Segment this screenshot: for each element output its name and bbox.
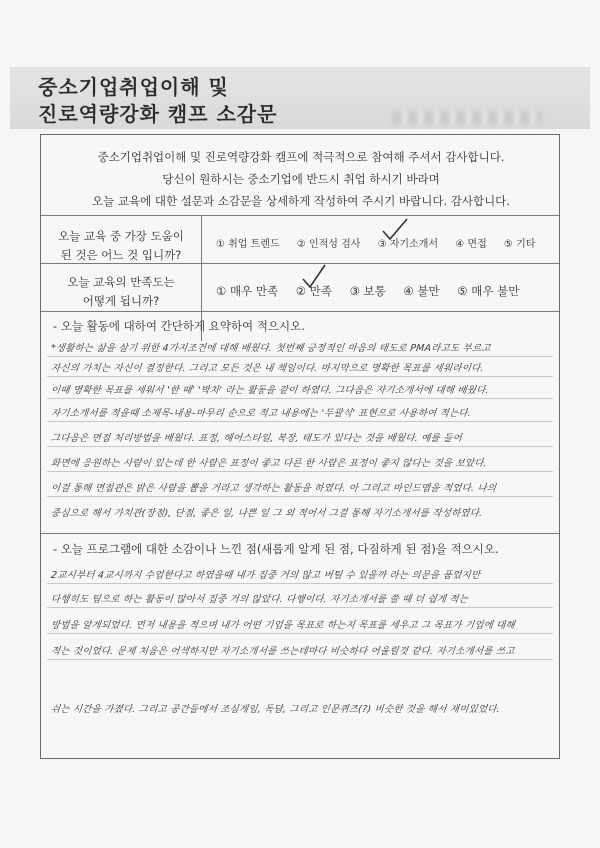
q2-option-2[interactable]: ② 만족 xyxy=(295,284,332,298)
writing-rule xyxy=(47,356,553,357)
q1-option-5[interactable]: ⑤ 기타 xyxy=(503,239,536,250)
q2-option-3[interactable]: ③ 보통 xyxy=(349,284,386,298)
q1-question xyxy=(41,227,201,265)
section2-line2: 다행히도 팀으로 하는 활동이 많아서 집중 거의 않았다. 다행이다. 자기소개서를 쓸 때 더 쉽게 적는 xyxy=(50,594,469,605)
redacted-name xyxy=(392,111,542,125)
writing-rule xyxy=(47,633,553,634)
intro-line1: 중소기업취업이해 및 진로역량강화 캠프에 적극적으로 참여해 주셔서 감사합니다. xyxy=(97,150,505,164)
page-title-line2: 진로역량강화 캠프 소감문 xyxy=(38,102,278,126)
section1-line3: 이때 명확한 목표를 세워서 '한 때' '박차' 라는 활동을 같이 하였다. 그다음은 자기소개서에 대해 배웠다. xyxy=(50,385,490,396)
divider xyxy=(41,215,559,216)
writing-rule xyxy=(47,659,553,660)
intro-line2: 당신이 원하시는 중소기업에 반드시 취업 하시기 바라며 xyxy=(162,172,440,186)
intro-line3: 오늘 교육에 대한 설문과 소감문을 상세하게 작성하여 주시기 바랍니다. 감사합니다. xyxy=(92,194,510,208)
q2-option-1[interactable]: ① 매우 만족 xyxy=(216,284,279,298)
writing-rule xyxy=(47,376,553,377)
writing-rule xyxy=(47,471,553,472)
section2-line3: 방법을 알게되었다. 먼저 내용을 적으며 내가 어떤 기업을 목표로 하는지 목표를 세우고 그 목표가 기업에 대해 xyxy=(50,620,516,631)
writing-rule xyxy=(47,607,553,608)
section2-line1: 2교시부터 4교시까지 수업한다고 하였을때 내가 집중 거의 않고 버틸 수 있을까 라는 의문을 품었지만 xyxy=(50,570,481,581)
writing-rule xyxy=(47,496,553,497)
writing-rule xyxy=(47,583,553,584)
section1-title: - 오늘 활동에 대하여 간단하게 요약하여 적으시오. xyxy=(53,319,305,333)
writing-rule xyxy=(47,421,553,422)
writing-rule xyxy=(47,398,553,399)
divider xyxy=(41,311,559,312)
q1-option-2[interactable]: ② 인적성 검사 xyxy=(296,239,361,250)
q2-option-5[interactable]: ⑤ 매우 불만 xyxy=(457,284,520,298)
q1-option-3[interactable]: ③ 자기소개서 xyxy=(377,239,439,250)
q1-option-1[interactable]: ① 취업 트렌드 xyxy=(216,239,280,250)
q2-question-line1: 오늘 교육의 만족도는 xyxy=(67,275,175,289)
q1-checkmark-icon xyxy=(379,217,409,243)
section1-line5: 그다음은 면접 처리방법을 배웠다. 표정, 헤어스타일, 복장, 태도가 있다는 것을 배웠다. 예를 들어 xyxy=(50,433,463,444)
q1-option-4[interactable]: ④ 면접 xyxy=(455,239,487,250)
section1-line1: *생활하는 삶을 살기 위한 4가지조건에 대해 배웠다. 첫번째 긍정적인 마음의 태도로 PMA라고도 부르고 xyxy=(50,343,492,354)
q2-checkmark-icon xyxy=(299,263,327,291)
form-box xyxy=(40,134,560,759)
q2-question-line2: 어떻게 됩니까? xyxy=(82,294,160,308)
section1-line6: 화면에 응원하는 사람이 있는데 한 사람은 표정이 좋고 다른 한 사람은 표정이 좋지 않다는 것을 보았다. xyxy=(50,458,488,469)
q1-question-line1: 오늘 교육 중 가장 도움이 xyxy=(58,229,184,243)
writing-rule xyxy=(47,446,553,447)
q2-options xyxy=(216,283,533,299)
divider xyxy=(41,533,559,534)
section1-line8: 중심으로 해서 가치관(장점), 단점, 좋은 일, 나쁜 일 그 외 적어서 그걸 통해 자기소개서를 작성하였다. xyxy=(50,508,483,519)
q2-option-4[interactable]: ④ 불만 xyxy=(403,284,440,298)
q1-question-line2: 된 것은 어느 것 입니까? xyxy=(60,248,182,262)
q2-question xyxy=(41,273,201,311)
section1-line4: 자기소개서를 적을때 소제목-내용-마무리 순으로 적고 내용에는 '두괄식' 표현으로 사용하여 적는다. xyxy=(50,408,472,419)
section2-title: - 오늘 프로그램에 대한 소감이나 느낀 점(새롭게 알게 된 점, 다짐하게 된 점)을 적으시오. xyxy=(53,542,499,556)
section1-line7: 이걸 통해 면접관은 밝은 사람을 뽑을 거라고 생각하는 활동을 하였다. 아 그리고 마인드맵을 적었다. 나의 xyxy=(50,483,497,494)
section2-line4: 적는 것이었다. 문제 처음은 어색하지만 자기소개서를 쓰는데마다 비슷하다 어울릴것 같다. 자기소개서를 쓰고 xyxy=(50,646,516,657)
page-title-line1: 중소기업취업이해 및 xyxy=(38,75,229,99)
section2-line5: 쉬는 시간을 가졌다. 그리고 공간들에서 조심게임, 독담, 그리고 인문퀴즈(?) 비슷한 것을 해서 재미있었다. xyxy=(50,704,501,715)
section1-line2: 자신의 가치는 자신이 결정한다. 그리고 모든 것은 내 책임이다. 마지막으로 명확한 목표를 세워라이다. xyxy=(50,363,485,374)
